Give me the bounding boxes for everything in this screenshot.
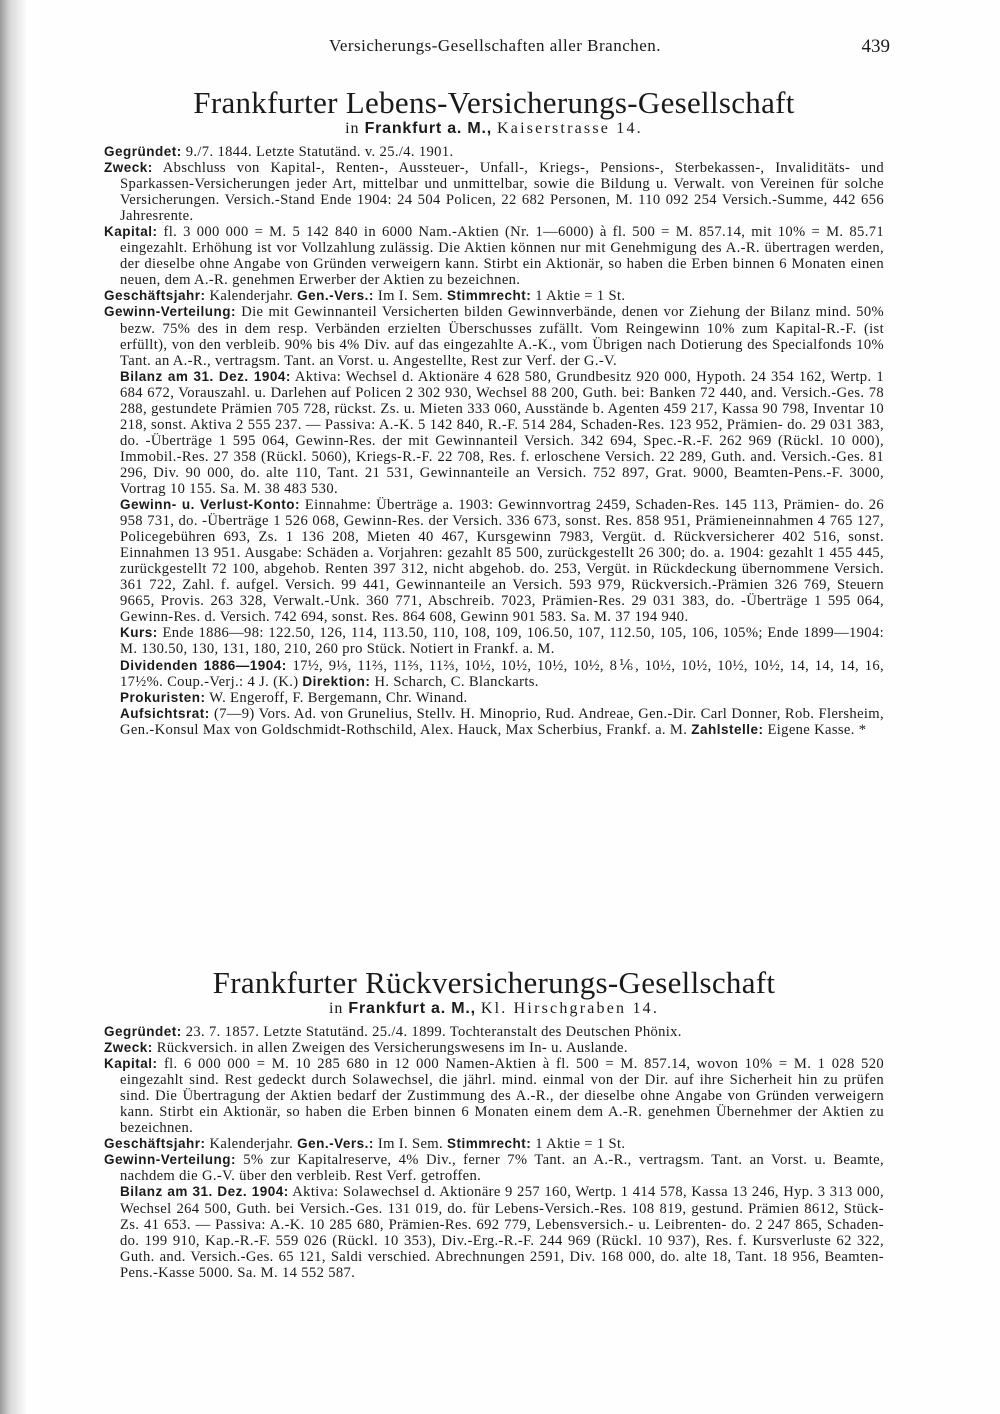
running-title: Versicherungs-Gesellschaften aller Branchen. <box>328 36 662 55</box>
text-kapital: fl. 3 000 000 = M. 5 142 840 in 6000 Nam.-Aktien (Nr. 1—6000) à fl. 500 = M. 857.14, mit 10% = M. 85.71 eingezahlt. Erhöhung ist vor Vollzahlung zulässig. Die Aktien können nur mit Genehmigung des A.-R. übertragen werden, der dieselbe ohne Angabe von Gründen verweigern kann. Stirbt ein Aktionär, so haben die Erben binnen 6 Monaten einen neuen, dem A.-R. genehmen Erwerber der Aktien zu bezeichnen. <box>120 224 884 289</box>
paragraph-guv <box>104 497 884 625</box>
text-dividenden: 17½, 9⅓, 11⅔, 11⅔, 11⅔, 10½, 10½, 10½, 10½, 8⅙, 10½, 10½, 10½, 10½, 14, 14, 14, 16, 17½%. Coup.-Verj.: 4 J. (K.) <box>120 657 885 690</box>
text-gegruendet: 23. 7. 1857. Letzte Statutänd. 25./4. 1899. Tochteranstalt des Deutschen Phönix. <box>185 1024 682 1040</box>
location-in: in <box>345 120 360 137</box>
label-geschaeftsjahr: Geschäftsjahr: <box>104 288 206 304</box>
label-zweck: Zweck: <box>104 1040 153 1056</box>
label-dividenden: Dividenden 1886—1904: <box>120 657 287 673</box>
label-stimmrecht: Stimmrecht: <box>447 288 532 304</box>
paragraph-prokuristen <box>104 690 884 706</box>
location-street: Kl. Hirschgraben 14. <box>480 1000 660 1017</box>
paragraph-gegruendet <box>104 144 884 160</box>
text-zweck: Rückversich. in allen Zweigen des Versicherungswesens im In- u. Auslande. <box>156 1040 628 1057</box>
paragraph-gewinn <box>104 1152 884 1184</box>
label-aufsichtsrat: Aufsichtsrat: <box>120 705 210 721</box>
label-direktion: Direktion: <box>302 673 371 689</box>
text-guv: Einnahme: Überträge a. 1903: Gewinnvortrag 2459, Schaden-Res. 145 113, Prämien- do. 26 958 731, do. -Überträge 1 526 068, Gewinn-Res. der Versich. 336 673, sonst. Res. 858 951, Prämieneinnahmen 4 765 127, Policegebühren 693, Zs. 1 136 208, Mieten 40 467, Kursgewinn 7983, Vergüt. d. Rückversicherer 402 516, sonst. Einnahmen 13 951. Ausgabe: Schäden a. Vorjahren: gezahlt 85 500, zurückgestellt 26 300; do. a. 1904: gezahlt 1 455 445, zurückgestellt 72 100, abgehob. Renten 397 312, nicht abgehob. do. 253, Vergüt. in Rückdeckung übernommene Versich. 361 722, Zahl. f. aufgel. Versich. 99 441, Gewinnanteile an Versich. 593 979, Rückversich.-Prämien 326 769, Steuern 9665, Provis. 263 328, Verwalt.-Unk. 360 771, Abschreib. 7023, Prämien-Res. 29 031 383, do. -Überträge 1 595 064, Gewinn-Res. d. Versich. 742 694, sonst. Res. 864 608, Gewinn 901 583. Sa. M. 37 194 940. <box>120 497 885 626</box>
label-genvers: Gen.-Vers.: <box>297 1136 374 1152</box>
scan-edge-shadow <box>0 0 26 1414</box>
paragraph-aufsichtsrat <box>104 706 884 738</box>
label-bilanz: Bilanz am 31. Dez. 1904: <box>120 368 291 384</box>
label-kapital: Kapital: <box>104 224 158 240</box>
text-direktion: H. Scharch, C. Blanckarts. <box>374 673 539 690</box>
label-gegruendet: Gegründet: <box>104 1024 182 1039</box>
paragraph-bilanz <box>104 369 884 497</box>
text-kapital: fl. 6 000 000 = M. 10 285 680 in 12 000 Namen-Aktien à fl. 500 = M. 857.14, wovon 10% = M. 1 028 520 eingezahlt sind. Rest gedeckt durch Solawechsel, die jährl. mind. einmal von der Dir. auf ihre Sicherheit hin zu prüfen sind. Die Übertragung der Aktien bedarf der Zustimmung des A.-R., der dieselbe ohne Angabe von Gründen verweigern kann. Stirbt ein Aktionär, so haben die Erben binnen 6 Monaten einem dem A.-R. genehmen Übernehmer der Aktien zu bezeichnen. <box>120 1056 884 1137</box>
paragraph-gegruendet <box>104 1024 884 1040</box>
paragraph-zweck <box>104 1040 884 1056</box>
location-street: Kaiserstrasse 14. <box>497 120 643 137</box>
label-genvers: Gen.-Vers.: <box>297 288 374 304</box>
paragraph-kurs <box>104 625 884 657</box>
label-gewinn: Gewinn-Verteilung: <box>104 304 237 320</box>
location-in: in <box>328 1000 344 1017</box>
text-kurs: Ende 1886—98: 122.50, 126, 114, 113.50, 110, 108, 109, 106.50, 107, 112.50, 105, 106, 105%; Ende 1899—1904: M. 130.50, 130, 131, 180, 210, 260 pro Stück. Notiert in Frankf. a. M. <box>120 625 885 658</box>
label-zahlstelle: Zahlstelle: <box>691 721 764 737</box>
text-prokuristen: W. Engeroff, F. Bergemann, Chr. Winand. <box>209 689 468 706</box>
location-city: Frankfurt a. M., <box>364 120 493 137</box>
company-body <box>104 1024 884 1281</box>
label-geschaeftsjahr: Geschäftsjahr: <box>104 1136 206 1152</box>
label-zweck: Zweck: <box>104 160 153 176</box>
paragraph-zweck <box>104 160 884 224</box>
page-number: 439 <box>861 36 890 57</box>
company-entry-2 <box>104 966 884 1281</box>
label-bilanz: Bilanz am 31. Dez. 1904: <box>120 1184 289 1200</box>
text-stimmrecht: 1 Aktie = 1 St. <box>535 288 626 305</box>
company-title: Frankfurter Rückversicherungs-Gesellschaft <box>212 965 776 1000</box>
paragraph-gewinn <box>104 304 884 368</box>
text-gewinn: Die mit Gewinnanteil Versicherten bilden Gewinnverbände, denen vor Ziehung der Bilanz mind. 50% bezw. 75% des in dem resp. Verbänden erzielten Überschusses zufällt. Vom Reingewinn 10% zum Kapital-R.-F. (ist erfüllt), von den verbleib. 90% bis 4% Div. auf das eingezahlte A.-K., vom Übrigen nach Dotierung des Specialfonds 10% Tant. an A.-R., vertragsm. Tant. an Vorst. u. Angestellte, Rest zur Verf. der G.-V. <box>120 304 884 369</box>
company-body <box>104 144 884 738</box>
paragraph-geschaeftsjahr <box>104 288 884 304</box>
paragraph-dividenden <box>104 658 884 690</box>
text-bilanz: Aktiva: Wechsel d. Aktionäre 4 628 580, Grundbesitz 920 000, Hypoth. 24 354 162, Wertp. 1 684 672, Vorauszahl. u. Darlehen auf Policen 2 302 930, Wechsel 88 200, Guth. bei: Banken 72 440, and. Versich.-Ges. 78 288, gestundete Prämien 705 728, rückst. Zs. u. Mieten 333 060, Ausstände b. Agenten 459 217, Kassa 90 798, Inventar 10 218, sonst. Aktiva 2 555 237. — Passiva: A.-K. 5 142 840, R.-F. 514 284, Schaden-Res. 123 952, Prämien- do. 29 031 383, do. -Überträge 1 595 064, Gewinn-Res. der mit Gewinnanteil Versich. 342 694, Spec.-R.-F. 262 969 (Rückl. 10 000), Immobil.-Res. 27 358 (Rückl. 5060), Kriegs-R.-F. 22 708, Res. f. erloschene Versich. 22 289, Guth. and. Versich.-Ges. 81 296, Div. 90 000, do. alte 110, Tant. 21 531, Gewinnanteile an Versich. 752 897, Grat. 9000, Beamten-Pens.-F. 3000, Vortrag 10 155. Sa. M. 38 483 530. <box>120 368 884 497</box>
paragraph-bilanz <box>104 1184 884 1280</box>
company-location <box>104 1000 884 1018</box>
running-header <box>100 36 890 60</box>
company-entry-1 <box>104 86 884 738</box>
label-kurs: Kurs: <box>120 625 158 641</box>
paragraph-kapital <box>104 1056 884 1136</box>
text-geschaeftsjahr: Kalenderjahr. <box>209 288 294 305</box>
label-kapital: Kapital: <box>104 1056 158 1072</box>
text-geschaeftsjahr: Kalenderjahr. <box>209 1136 294 1153</box>
label-prokuristen: Prokuristen: <box>120 689 206 705</box>
text-stimmrecht: 1 Aktie = 1 St. <box>535 1136 626 1153</box>
text-aufsichtsrat: (7—9) Vors. Ad. von Grunelius, Stellv. H. Minoprio, Rud. Andreae, Gen.-Dir. Carl Donner, Rob. Flersheim, Gen.-Konsul Max von Goldschmidt-Rothschild, Alex. Hauck, Max Scherbius, Frankf. a. M. <box>120 705 885 738</box>
text-gewinn: 5% zur Kapitalreserve, 4% Div., ferner 7% Tant. an A.-R., vertragsm. Tant. an Vorst. u. Beamte, nachdem die G.-V. über den verbleib. Rest Verf. getroffen. <box>120 1152 885 1185</box>
label-gegruendet: Gegründet: <box>104 144 182 159</box>
label-gewinn: Gewinn-Verteilung: <box>104 1152 237 1168</box>
company-location <box>104 120 884 138</box>
paragraph-kapital <box>104 224 884 288</box>
text-genvers: Im I. Sem. <box>377 1136 444 1153</box>
text-genvers: Im I. Sem. <box>377 288 444 305</box>
text-zahlstelle: Eigene Kasse. * <box>767 721 867 738</box>
text-zweck: Abschluss von Kapital-, Renten-, Aussteuer-, Unfall-, Kriegs-, Pensions-, Sterbekassen-, Invaliditäts- und Sparkassen-Versicherungen jeder Art, mittelbar und unmittelbar, sowie die Bildung u. Verwalt. von Vereinen für solche Versicherungen. Versich.-Stand Ende 1904: 24 504 Policen, 22 682 Personen, M. 110 092 254 Versich.-Summe, 442 656 Jahresrente. <box>120 160 884 225</box>
company-title: Frankfurter Lebens-Versicherungs-Gesellschaft <box>193 85 795 120</box>
label-guv: Gewinn- u. Verlust-Konto: <box>120 497 301 513</box>
text-bilanz: Aktiva: Solawechsel d. Aktionäre 9 257 160, Wertp. 1 414 578, Kassa 13 246, Hyp. 3 313 000, Wechsel 264 500, Guth. bei Versich.-Ges. 131 019, do. für Lebens-Versich.-Res. 108 819, gestund. Prämien 8612, Stück-Zs. 41 653. — Passiva: A.-K. 10 285 680, Prämien-Res. 692 779, Lebensversich.- u. Leibrenten- do. 2 247 865, Schaden- do. 199 910, Kap.-R.-F. 559 026 (Rückl. 10 353), Div.-Erg.-R.-F. 244 969 (Rückl. 10 937), Res. f. Kursverluste 62 322, Guth. and. Versich.-Ges. 65 121, Saldi verschied. Abrechnungen 2591, Div. 168 000, do. alte 18, Tant. 18 956, Beamten-Pens.-Kasse 5000. Sa. M. 14 552 587. <box>120 1184 884 1281</box>
location-city: Frankfurt a. M., <box>348 1000 476 1017</box>
paragraph-geschaeftsjahr <box>104 1136 884 1152</box>
label-stimmrecht: Stimmrecht: <box>447 1136 532 1152</box>
text-gegruendet: 9./7. 1844. Letzte Statutänd. v. 25./4. 1901. <box>185 144 454 160</box>
